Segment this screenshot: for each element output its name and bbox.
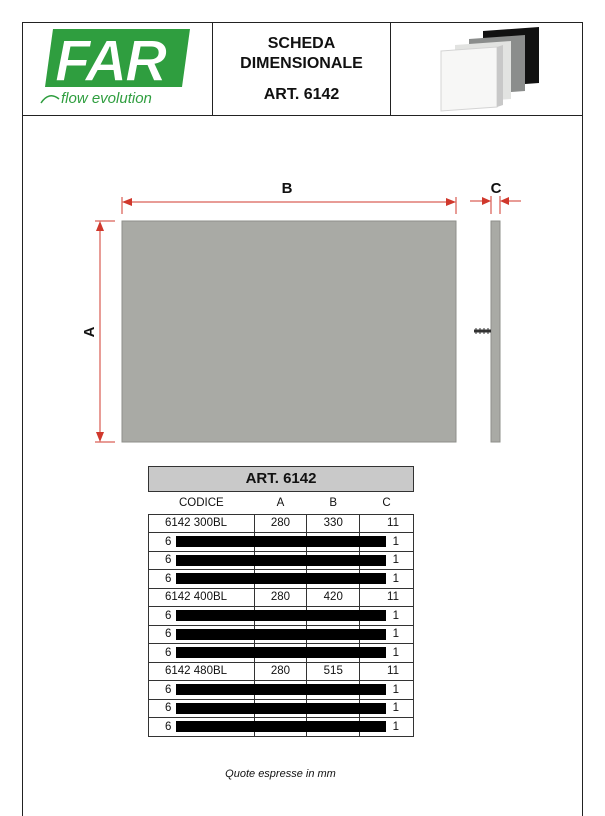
panel-side-view [491,221,500,442]
redaction-bar [176,610,386,621]
dimension-table [148,466,414,737]
cell-b: 515 [307,662,360,681]
cell-code: 6142 480BL [149,662,255,681]
cell-code: 6 [149,681,255,700]
table-row [149,533,414,552]
cell-c: 1 [360,533,414,552]
cell-code: 6 [149,570,255,589]
table-row [149,625,414,644]
cell-c: 1 [360,681,414,700]
redaction-bar [176,573,386,584]
cell-c: 11 [360,588,414,607]
cell-b: 330 [307,514,360,533]
title-line-1: SCHEDA [267,35,336,52]
cell-c: 1 [360,699,414,718]
table-row [149,514,414,533]
dimension-a [95,221,115,442]
logo-text: FAR [55,29,165,94]
cell-c: 11 [360,662,414,681]
label-b: B [281,180,293,197]
table-row [149,718,414,737]
cell-c: 1 [360,644,414,663]
cell-code: 6142 400BL [149,588,255,607]
redaction-bar [176,703,386,714]
table-row [149,588,414,607]
redaction-bar [176,536,386,547]
redaction-bar [176,684,386,695]
cell-a: 280 [254,514,307,533]
header-b: B [329,496,338,509]
table-row [149,551,414,570]
table-row [149,607,414,626]
footnote: Quote espresse in mm [225,768,336,780]
table-body [149,514,414,736]
table-title: ART. 6142 [148,466,414,492]
header-c: C [382,496,391,509]
cell-b: 420 [307,588,360,607]
logo-tagline: flow evolution [61,90,152,107]
table-row [149,570,414,589]
redaction-bar [176,629,386,640]
label-a: A [81,326,98,338]
cell-code: 6 [149,551,255,570]
cell-a: 280 [254,662,307,681]
panel-front-view [122,221,456,442]
table-row [149,681,414,700]
redaction-bar [176,647,386,658]
cell-code: 6 [149,699,255,718]
header-a: A [276,496,285,509]
cell-c: 1 [360,607,414,626]
dimension-b [122,197,456,214]
cell-c: 1 [360,625,414,644]
table-row [149,644,414,663]
cell-code: 6142 300BL [149,514,255,533]
label-c: C [490,180,502,197]
cell-code: 6 [149,625,255,644]
redaction-bar [176,555,386,566]
cell-code: 6 [149,533,255,552]
redaction-bar [176,721,386,732]
table [148,492,414,737]
table-row [149,699,414,718]
header-codice: CODICE [178,496,224,509]
cell-c: 1 [360,718,414,737]
cell-c: 1 [360,570,414,589]
cell-c: 1 [360,551,414,570]
cell-a: 280 [254,588,307,607]
cell-code: 6 [149,607,255,626]
table-row [149,662,414,681]
article-number: ART. 6142 [263,86,340,103]
screw-icon [474,328,491,334]
table-header-row [149,492,414,514]
cell-c: 11 [360,514,414,533]
dimension-c [470,196,521,214]
cell-code: 6 [149,718,255,737]
cell-code: 6 [149,644,255,663]
title-line-2: DIMENSIONALE [240,55,363,72]
